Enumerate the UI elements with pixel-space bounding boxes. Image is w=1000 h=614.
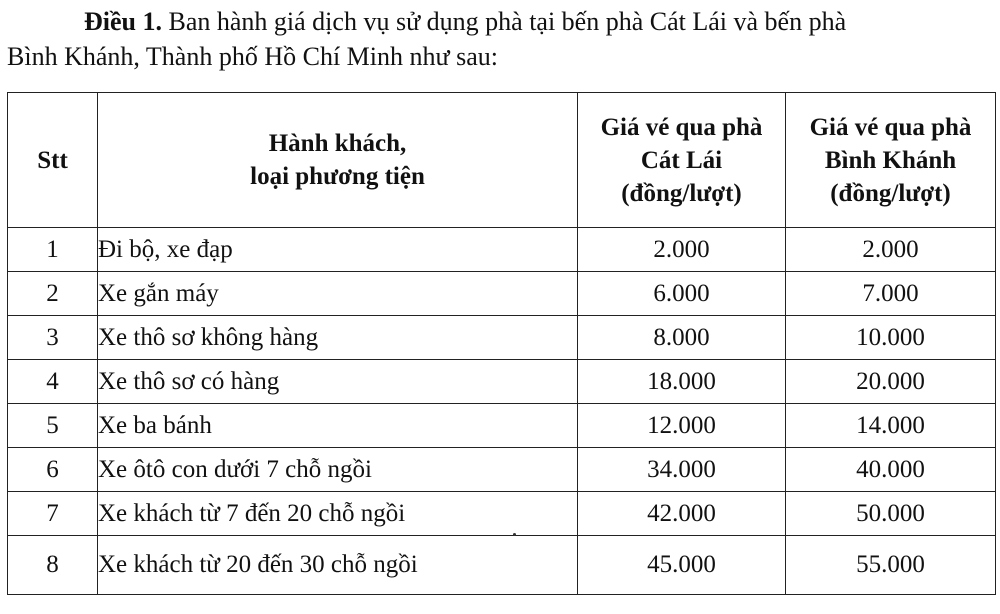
cell-binh-khanh-price: 7.000	[786, 272, 996, 316]
intro-line-1-text: Ban hành giá dịch vụ sử dụng phà tại bến phà Cát Lái và bến phà	[162, 7, 847, 36]
cell-cat-lai-price: 18.000	[578, 360, 786, 404]
cell-stt: 4	[8, 360, 98, 404]
cell-cat-lai-price: 6.000	[578, 272, 786, 316]
cell-cat-lai-price: 45.000	[578, 536, 786, 595]
cell-stt: 8	[8, 536, 98, 595]
cell-binh-khanh-price: 40.000	[786, 448, 996, 492]
cell-binh-khanh-price: 50.000	[786, 492, 996, 536]
cell-cat-lai-price: 42.000	[578, 492, 786, 536]
article-label: Điều 1.	[84, 7, 162, 36]
table-row	[8, 272, 996, 316]
header-stt: Stt	[8, 93, 98, 228]
table-row	[8, 492, 996, 536]
cell-vehicle: Xe gắn máy	[98, 272, 578, 316]
table-row	[8, 404, 996, 448]
cell-vehicle: Xe khách từ 20 đến 30 chỗ ngồi	[98, 536, 578, 595]
scan-speck	[513, 533, 516, 536]
cell-stt: 2	[8, 272, 98, 316]
cell-cat-lai-price: 8.000	[578, 316, 786, 360]
cell-stt: 6	[8, 448, 98, 492]
table-row	[8, 536, 996, 595]
cell-binh-khanh-price: 2.000	[786, 228, 996, 272]
table-row	[8, 448, 996, 492]
cell-vehicle: Xe thô sơ có hàng	[98, 360, 578, 404]
header-passenger-vehicle: Hành khách, loại phương tiện	[98, 93, 578, 228]
cell-cat-lai-price: 2.000	[578, 228, 786, 272]
cell-stt: 3	[8, 316, 98, 360]
cell-stt: 1	[8, 228, 98, 272]
table-row	[8, 316, 996, 360]
cell-vehicle: Đi bộ, xe đạp	[98, 228, 578, 272]
header-binh-khanh-price: Giá vé qua phà Bình Khánh (đồng/lượt)	[786, 93, 996, 228]
cell-cat-lai-price: 34.000	[578, 448, 786, 492]
cell-stt: 7	[8, 492, 98, 536]
cell-vehicle: Xe ôtô con dưới 7 chỗ ngồi	[98, 448, 578, 492]
cell-binh-khanh-price: 14.000	[786, 404, 996, 448]
table-row	[8, 360, 996, 404]
table-header-row	[8, 93, 996, 228]
cell-binh-khanh-price: 55.000	[786, 536, 996, 595]
cell-binh-khanh-price: 20.000	[786, 360, 996, 404]
ferry-fee-table	[7, 92, 996, 595]
cell-vehicle: Xe ba bánh	[98, 404, 578, 448]
cell-vehicle: Xe thô sơ không hàng	[98, 316, 578, 360]
cell-vehicle: Xe khách từ 7 đến 20 chỗ ngồi	[98, 492, 578, 536]
table-row	[8, 228, 996, 272]
intro-line-2: Bình Khánh, Thành phố Hồ Chí Minh như sau:	[7, 42, 498, 71]
cell-binh-khanh-price: 10.000	[786, 316, 996, 360]
header-cat-lai-price: Giá vé qua phà Cát Lái (đồng/lượt)	[578, 93, 786, 228]
intro-line-1	[84, 4, 846, 39]
cell-stt: 5	[8, 404, 98, 448]
cell-cat-lai-price: 12.000	[578, 404, 786, 448]
